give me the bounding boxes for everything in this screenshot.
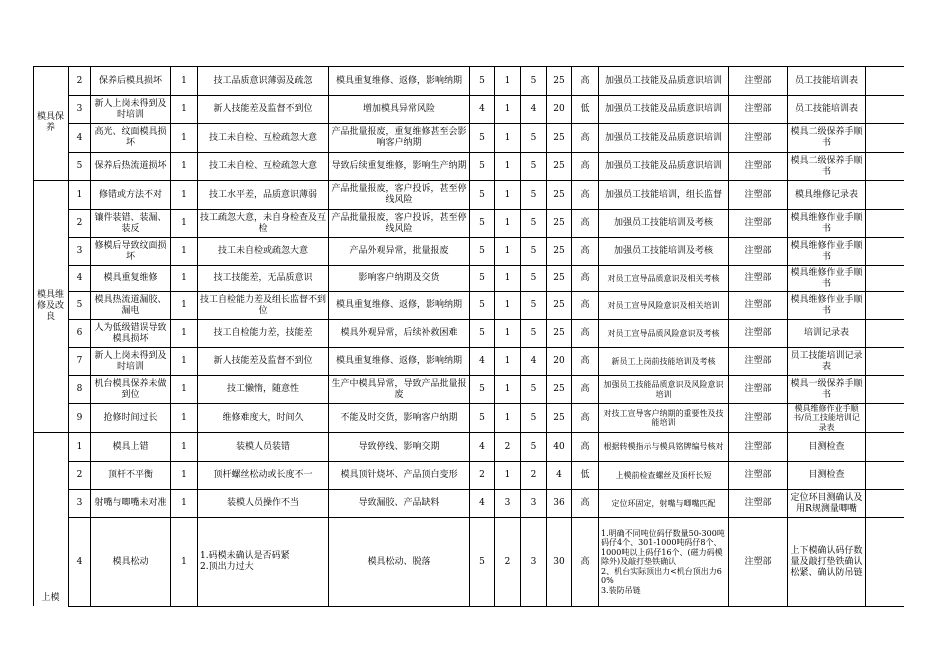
row-item-cell: 模具上错	[112, 441, 149, 452]
row-action-cell: 加强员工技能培训及考核	[613, 218, 713, 228]
row-item-cell: 修模后导致纹面损坏	[94, 240, 167, 262]
row-level-cell: 高	[580, 556, 590, 567]
row-no-cell: 4	[76, 273, 83, 283]
row-cause-cell: 技工懒惰，随意性	[226, 384, 299, 394]
row-d-cell: 2	[530, 470, 537, 480]
row-o-cell: 1	[504, 356, 511, 366]
row-dept-cell: 注塑部	[744, 104, 772, 114]
row-o-cell: 1	[504, 273, 511, 283]
row-rpn-cell: 4	[556, 470, 562, 480]
row-action-cell: 新员工上岗前技能培训及考核	[611, 356, 716, 366]
row-d-cell: 5	[530, 300, 537, 310]
row-record-cell: 目测检查	[808, 470, 845, 480]
row-level-cell: 高	[580, 218, 590, 228]
row-no-cell: 2	[76, 75, 83, 86]
row-rpn-cell: 25	[553, 75, 565, 86]
row-record-cell: 员工技能培训表	[794, 104, 858, 114]
row-action-cell: 对员工宣导品质风险意识及考核	[607, 328, 720, 338]
row-level-cell: 高	[580, 75, 590, 86]
row-item-cell: 抢修时间过长	[103, 412, 158, 423]
row-o-cell: 2	[504, 556, 511, 567]
row-cause-cell: 新人技能差及监督不到位	[213, 104, 313, 114]
row-action-cell: 定位环固定，射嘴与唧嘴匹配	[611, 498, 716, 508]
row-effect-cell: 模具重复维修、返修，影响纳期	[335, 75, 462, 86]
row-qty-cell: 1	[181, 161, 187, 171]
row-level-cell: 低	[580, 470, 590, 480]
row-level-cell: 低	[580, 104, 590, 114]
row-s-cell: 2	[479, 470, 485, 480]
row-effect-cell: 导致停线、影响交期	[358, 441, 440, 452]
row-d-cell: 5	[530, 161, 537, 171]
row-s-cell: 5	[479, 75, 485, 86]
row-qty-cell: 1	[181, 356, 187, 366]
row-o-cell: 1	[504, 218, 511, 228]
row-record-cell: 模具维修作业手顺书	[790, 212, 863, 234]
row-dept-cell: 注塑部	[744, 470, 772, 480]
row-dept-cell: 注塑部	[744, 246, 772, 256]
row-rpn-cell: 25	[553, 300, 565, 310]
row-no-cell: 4	[76, 556, 83, 567]
row-record-cell: 模具一级保养手顺书	[790, 378, 863, 400]
row-record-cell: 模具维修作业手顺书/员工技能培训记录表	[793, 404, 860, 432]
row-qty-cell: 1	[181, 384, 187, 394]
row-cause-cell: 新人技能差及监督不到位	[213, 356, 313, 366]
row-action-cell: 加强员工技能及品质意识培训	[604, 104, 722, 114]
row-item-cell: 保养后热流道损坏	[94, 161, 167, 171]
row-effect-cell: 影响客户纳期及交货	[358, 273, 440, 283]
row-qty-cell: 1	[181, 300, 187, 310]
row-o-cell: 1	[504, 384, 511, 394]
row-item-cell: 镶件装错、装漏、装反	[94, 212, 167, 234]
row-no-cell: 8	[76, 384, 83, 394]
row-no-cell: 7	[76, 356, 83, 366]
group-label: 模具维修及改良	[36, 289, 64, 322]
row-dept-cell: 注塑部	[744, 75, 772, 86]
row-action-cell: 根据转模指示与模具铭牌编号核对	[603, 442, 724, 452]
row-action-cell: 加强员工技能培训，组长监督	[604, 189, 722, 200]
row-effect-cell: 模具重复维修、返修，影响纳期	[335, 300, 462, 310]
row-dept-cell: 注塑部	[744, 356, 772, 366]
row-dept-cell: 注塑部	[744, 556, 772, 567]
row-o-cell: 1	[504, 75, 511, 86]
row-rpn-cell: 36	[553, 498, 565, 508]
row-dept-cell: 注塑部	[744, 441, 772, 452]
row-effect-cell: 导致漏胶、产品缺料	[358, 498, 440, 508]
row-item-cell: 射嘴与唧嘴未对准	[94, 498, 167, 508]
row-item-cell: 模具重复维修	[103, 273, 158, 283]
row-no-cell: 5	[76, 300, 83, 310]
row-item-cell: 模具热流道漏胶、漏电	[94, 294, 167, 316]
row-action-cell: 加强员工技能及品质意识培训	[604, 132, 722, 143]
row-effect-cell: 模具外观异常，后续补救困难	[340, 328, 458, 338]
row-level-cell: 高	[580, 328, 590, 338]
row-cause-cell: 装模人员装错	[235, 441, 290, 452]
row-s-cell: 5	[479, 556, 485, 567]
row-d-cell: 5	[530, 273, 537, 283]
row-rpn-cell: 25	[553, 161, 565, 171]
row-record-cell: 目测检查	[808, 441, 845, 452]
group-label: 上模	[41, 593, 60, 603]
row-action-cell: 1.明确不同吨位码仔数量50-300吨码仔4个、301-1000吨码仔8个、1000吨以上码仔16个、(磁力码模除外)及敲打垫铁确认 2、机台实际顶出力<机台顶出力60% 3.装防吊链	[601, 528, 725, 595]
row-d-cell: 5	[530, 441, 537, 452]
row-effect-cell: 生产中模具异常，导致产品批量报废	[331, 378, 467, 400]
row-item-cell: 机台模具保养未做到位	[94, 378, 167, 400]
row-o-cell: 1	[504, 104, 511, 114]
row-cause-cell: 维修难度大，时间久	[222, 412, 304, 423]
row-record-cell: 定位环目测确认及用R规测量唧嘴	[790, 492, 863, 514]
row-effect-cell: 模具重复维修、返修，影响纳期	[335, 356, 462, 366]
row-action-cell: 对员工宣导风险意识及相关培训	[607, 300, 720, 310]
row-s-cell: 4	[479, 104, 485, 114]
row-rpn-cell: 25	[553, 412, 565, 423]
row-no-cell: 2	[76, 218, 83, 228]
row-qty-cell: 1	[181, 328, 187, 338]
row-level-cell: 高	[580, 441, 590, 452]
row-o-cell: 1	[504, 470, 511, 480]
row-effect-cell: 产品批量报废，重复维修甚至会影响客户纳期	[331, 127, 467, 148]
row-action-cell: 加强员工技能培训及考核	[613, 246, 713, 256]
row-action-cell: 加强员工技能及品质意识培训	[604, 161, 722, 171]
row-d-cell: 3	[530, 498, 537, 508]
row-rpn-cell: 25	[553, 246, 565, 256]
row-dept-cell: 注塑部	[744, 328, 772, 338]
row-dept-cell: 注塑部	[744, 498, 772, 508]
row-rpn-cell: 30	[553, 556, 565, 567]
row-qty-cell: 1	[181, 218, 187, 228]
row-no-cell: 1	[76, 441, 83, 452]
row-o-cell: 3	[504, 498, 511, 508]
row-cause-cell: 技工品质意识薄弱及疏忽	[213, 75, 313, 86]
row-action-cell: 对技工宣导客户纳期的重要性及技能培训	[603, 408, 724, 427]
row-effect-cell: 模具顶针烧坏、产品顶白变形	[340, 470, 458, 480]
row-dept-cell: 注塑部	[744, 384, 772, 394]
row-level-cell: 高	[580, 273, 590, 283]
row-record-cell: 员工技能培训记录表	[790, 350, 863, 372]
row-item-cell: 修错或方法不对	[98, 189, 162, 200]
row-record-cell: 模具维修作业手顺书	[790, 267, 863, 289]
row-action-cell: 对员工宣导品质意识及相关考核	[607, 273, 720, 283]
row-level-cell: 高	[580, 189, 590, 200]
row-no-cell: 5	[76, 161, 83, 171]
row-no-cell: 9	[76, 412, 83, 423]
row-level-cell: 高	[580, 300, 590, 310]
row-s-cell: 4	[479, 356, 485, 366]
row-cause-cell: 技工未自检或疏忽大意	[217, 246, 308, 256]
row-d-cell: 5	[530, 246, 537, 256]
row-action-cell: 加强员工技能品质意识及风险意识培训	[603, 380, 724, 399]
row-record-cell: 模具维修记录表	[794, 189, 858, 200]
row-effect-cell: 模具松动、脱落	[367, 556, 431, 567]
row-dept-cell: 注塑部	[744, 189, 772, 200]
row-qty-cell: 1	[181, 246, 187, 256]
row-o-cell: 2	[504, 441, 511, 452]
row-no-cell: 1	[76, 189, 83, 200]
row-effect-cell: 产品批量报废，客户投诉，甚至停线风险	[331, 184, 467, 205]
row-cause-cell: 技工自检能力差，技能差	[213, 328, 313, 338]
row-qty-cell: 1	[181, 470, 187, 480]
row-no-cell: 3	[76, 104, 83, 114]
row-dept-cell: 注塑部	[744, 132, 772, 143]
row-record-cell: 模具维修作业手顺书	[790, 240, 863, 262]
row-level-cell: 高	[580, 246, 590, 256]
row-rpn-cell: 25	[553, 132, 565, 143]
row-record-cell: 培训记录表	[803, 328, 849, 338]
row-record-cell: 模具维修作业手顺书	[790, 294, 863, 316]
row-qty-cell: 1	[181, 498, 187, 508]
row-dept-cell: 注塑部	[744, 300, 772, 310]
row-no-cell: 2	[76, 470, 83, 480]
row-s-cell: 5	[479, 384, 485, 394]
row-item-cell: 保养后模具损坏	[98, 75, 162, 86]
row-record-cell: 模具二级保养手顺书	[790, 127, 863, 148]
row-cause-cell: 技工水平差，品质意识薄弱	[208, 189, 317, 200]
row-s-cell: 5	[479, 300, 485, 310]
row-s-cell: 4	[479, 498, 485, 508]
row-d-cell: 5	[530, 328, 537, 338]
row-rpn-cell: 25	[553, 189, 565, 200]
row-no-cell: 3	[76, 246, 83, 256]
row-o-cell: 1	[504, 412, 511, 423]
row-o-cell: 1	[504, 246, 511, 256]
row-d-cell: 5	[530, 412, 537, 423]
row-item-cell: 人为低级错误导致模具损坏	[94, 322, 167, 344]
row-s-cell: 5	[479, 132, 485, 143]
row-s-cell: 5	[479, 218, 485, 228]
row-qty-cell: 1	[181, 412, 187, 423]
row-o-cell: 1	[504, 328, 511, 338]
row-cause-cell: 技工未自检、互检疏忽大意	[208, 132, 317, 143]
row-level-cell: 高	[580, 132, 590, 143]
row-qty-cell: 1	[181, 75, 187, 86]
row-record-cell: 员工技能培训表	[794, 75, 858, 86]
row-level-cell: 高	[580, 384, 590, 394]
row-item-cell: 新人上岗未得到及时培训	[94, 98, 167, 120]
row-item-cell: 高光、纹面模具损坏	[94, 127, 167, 148]
row-dept-cell: 注塑部	[744, 218, 772, 228]
row-no-cell: 6	[76, 328, 83, 338]
row-cause-cell: 技工疏忽大意，未自身检查及互检	[200, 212, 327, 234]
row-level-cell: 高	[580, 161, 590, 171]
row-o-cell: 1	[504, 189, 511, 200]
row-level-cell: 高	[580, 412, 590, 423]
row-cause-cell: 技工未自检、互检疏忽大意	[208, 161, 317, 171]
row-s-cell: 4	[479, 441, 485, 452]
row-record-cell: 模具二级保养手顺书	[790, 155, 863, 177]
row-d-cell: 5	[530, 384, 537, 394]
row-action-cell: 上模前检查螺丝及顶杆长短	[615, 470, 712, 480]
row-qty-cell: 1	[181, 273, 187, 283]
row-no-cell: 4	[76, 132, 83, 143]
row-effect-cell: 产品批量报废，客户投诉，甚至停线风险	[331, 212, 467, 234]
row-qty-cell: 1	[181, 441, 187, 452]
row-s-cell: 5	[479, 273, 485, 283]
row-cause-cell: 顶杆螺丝松动或长度不一	[213, 470, 313, 480]
row-rpn-cell: 25	[553, 328, 565, 338]
row-effect-cell: 增加模具异常风险	[362, 104, 435, 114]
row-qty-cell: 1	[181, 104, 187, 114]
row-s-cell: 5	[479, 161, 485, 171]
row-record-cell: 上下模确认码仔数量及敲打垫铁确认松紧、确认防吊链	[790, 545, 863, 578]
row-level-cell: 高	[580, 356, 590, 366]
row-effect-cell: 导致后续重复维修，影响生产纳期	[331, 161, 467, 171]
row-qty-cell: 1	[181, 132, 187, 143]
row-action-cell: 加强员工技能及品质意识培训	[604, 75, 722, 86]
row-qty-cell: 1	[181, 189, 187, 200]
row-d-cell: 5	[530, 189, 537, 200]
row-cause-cell: 装模人员操作不当	[226, 498, 299, 508]
row-item-cell: 新人上岗未得到及时培训	[94, 350, 167, 372]
row-rpn-cell: 20	[553, 356, 565, 366]
row-s-cell: 5	[479, 328, 485, 338]
row-effect-cell: 产品外观异常，批量报废	[349, 246, 449, 256]
row-o-cell: 1	[504, 300, 511, 310]
row-o-cell: 1	[504, 161, 511, 171]
row-d-cell: 4	[530, 104, 537, 114]
row-cause-cell: 技工自检能力差及组长监督不到位	[200, 294, 327, 316]
row-effect-cell: 不能及时交货，影响客户纳期	[340, 412, 458, 423]
row-rpn-cell: 40	[553, 441, 565, 452]
row-s-cell: 5	[479, 412, 485, 423]
row-d-cell: 3	[530, 556, 537, 567]
row-dept-cell: 注塑部	[744, 412, 772, 423]
row-s-cell: 5	[479, 189, 485, 200]
row-item-cell: 模具松动	[112, 556, 149, 567]
row-cause-cell: 1.码模未确认是否码紧 2.顶出力过大	[200, 551, 290, 572]
row-rpn-cell: 25	[553, 384, 565, 394]
row-item-cell: 顶杆不平衡	[107, 470, 153, 480]
row-d-cell: 5	[530, 218, 537, 228]
row-d-cell: 4	[530, 356, 537, 366]
row-rpn-cell: 25	[553, 273, 565, 283]
row-s-cell: 5	[479, 246, 485, 256]
row-rpn-cell: 20	[553, 104, 565, 114]
row-d-cell: 5	[530, 75, 537, 86]
group-label: 模具保养	[36, 112, 64, 133]
row-rpn-cell: 25	[553, 218, 565, 228]
row-o-cell: 1	[504, 132, 511, 143]
row-d-cell: 5	[530, 132, 537, 143]
row-cause-cell: 技工技能差，无品质意识	[213, 273, 313, 283]
row-qty-cell: 1	[181, 556, 187, 567]
row-no-cell: 3	[76, 498, 83, 508]
row-level-cell: 高	[580, 498, 590, 508]
row-dept-cell: 注塑部	[744, 161, 772, 171]
row-dept-cell: 注塑部	[744, 273, 772, 283]
